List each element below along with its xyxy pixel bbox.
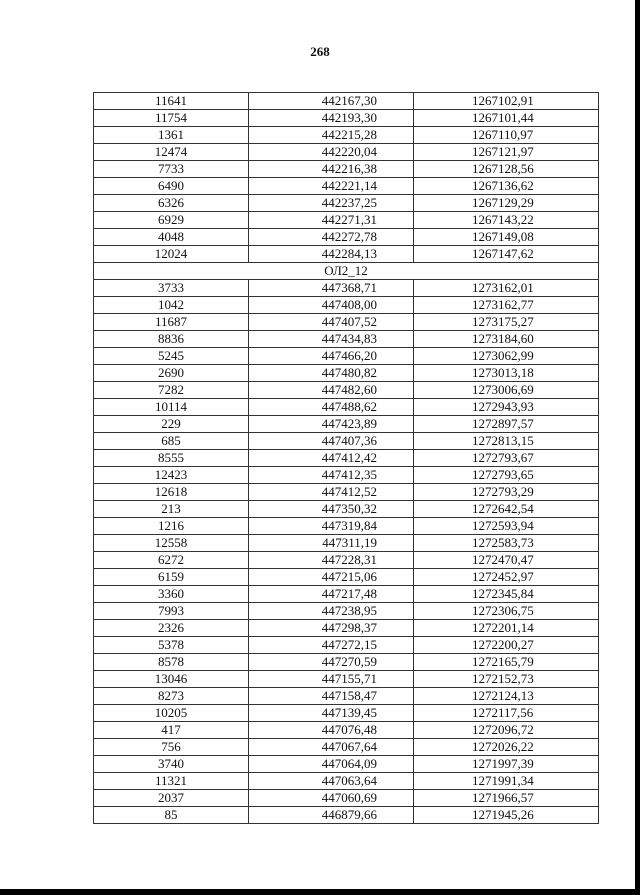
- table-row: [94, 603, 599, 620]
- table-row: [94, 110, 599, 127]
- point-number-cell: 12558: [94, 535, 249, 552]
- point-number-cell: 6326: [94, 195, 249, 212]
- x-coordinate-cell: 1272897,57: [414, 416, 599, 433]
- x-coordinate-cell: 1272306,75: [414, 603, 599, 620]
- x-coordinate-cell: 1272345,84: [414, 586, 599, 603]
- point-number-cell: 4048: [94, 229, 249, 246]
- scan-edge-bottom: [0, 889, 640, 895]
- x-coordinate-cell: 1267121,97: [414, 144, 599, 161]
- y-coordinate-cell: 447228,31: [249, 552, 414, 569]
- x-coordinate-cell: 1267129,29: [414, 195, 599, 212]
- x-coordinate-cell: 1272201,14: [414, 620, 599, 637]
- x-coordinate-cell: 1272452,97: [414, 569, 599, 586]
- point-number-cell: 1216: [94, 518, 249, 535]
- y-coordinate-cell: 442271,31: [249, 212, 414, 229]
- y-coordinate-cell: 447412,35: [249, 467, 414, 484]
- x-coordinate-cell: 1272793,67: [414, 450, 599, 467]
- point-number-cell: 685: [94, 433, 249, 450]
- x-coordinate-cell: 1273162,77: [414, 297, 599, 314]
- point-number-cell: 6929: [94, 212, 249, 229]
- y-coordinate-cell: 447482,60: [249, 382, 414, 399]
- point-number-cell: 11641: [94, 93, 249, 110]
- point-number-cell: 12024: [94, 246, 249, 263]
- y-coordinate-cell: 442284,13: [249, 246, 414, 263]
- y-coordinate-cell: 442167,30: [249, 93, 414, 110]
- table-row: [94, 416, 599, 433]
- scan-edge-right: [635, 0, 640, 895]
- table-row: [94, 739, 599, 756]
- table-row: [94, 586, 599, 603]
- y-coordinate-cell: 447412,42: [249, 450, 414, 467]
- x-coordinate-cell: 1272593,94: [414, 518, 599, 535]
- point-number-cell: 8555: [94, 450, 249, 467]
- y-coordinate-cell: 447466,20: [249, 348, 414, 365]
- point-number-cell: 3733: [94, 280, 249, 297]
- table-row: [94, 127, 599, 144]
- point-number-cell: 229: [94, 416, 249, 433]
- x-coordinate-cell: 1272583,73: [414, 535, 599, 552]
- x-coordinate-cell: 1267101,44: [414, 110, 599, 127]
- table-row: [94, 501, 599, 518]
- table-row: [94, 518, 599, 535]
- table-row: [94, 807, 599, 824]
- point-number-cell: 10205: [94, 705, 249, 722]
- x-coordinate-cell: 1273175,27: [414, 314, 599, 331]
- y-coordinate-cell: 442216,38: [249, 161, 414, 178]
- point-number-cell: 8578: [94, 654, 249, 671]
- table-row: [94, 178, 599, 195]
- point-number-cell: 2326: [94, 620, 249, 637]
- point-number-cell: 1361: [94, 127, 249, 144]
- point-number-cell: 6159: [94, 569, 249, 586]
- y-coordinate-cell: 447423,89: [249, 416, 414, 433]
- x-coordinate-cell: 1272470,47: [414, 552, 599, 569]
- y-coordinate-cell: 447270,59: [249, 654, 414, 671]
- y-coordinate-cell: 447368,71: [249, 280, 414, 297]
- y-coordinate-cell: 442272,78: [249, 229, 414, 246]
- y-coordinate-cell: 447272,15: [249, 637, 414, 654]
- x-coordinate-cell: 1271945,26: [414, 807, 599, 824]
- table-row: [94, 450, 599, 467]
- table-row: [94, 552, 599, 569]
- point-number-cell: 6272: [94, 552, 249, 569]
- x-coordinate-cell: 1273013,18: [414, 365, 599, 382]
- point-number-cell: 5378: [94, 637, 249, 654]
- point-number-cell: 7733: [94, 161, 249, 178]
- table-row: [94, 144, 599, 161]
- y-coordinate-cell: 447064,09: [249, 756, 414, 773]
- table-row: [94, 365, 599, 382]
- y-coordinate-cell: 447158,47: [249, 688, 414, 705]
- table-row: [94, 93, 599, 110]
- point-number-cell: 8836: [94, 331, 249, 348]
- y-coordinate-cell: 447060,69: [249, 790, 414, 807]
- x-coordinate-cell: 1272813,15: [414, 433, 599, 450]
- point-number-cell: 3740: [94, 756, 249, 773]
- point-number-cell: 7282: [94, 382, 249, 399]
- table-row: [94, 671, 599, 688]
- coordinates-table-body: [94, 93, 599, 824]
- point-number-cell: 417: [94, 722, 249, 739]
- y-coordinate-cell: 447407,52: [249, 314, 414, 331]
- x-coordinate-cell: 1272026,22: [414, 739, 599, 756]
- x-coordinate-cell: 1272642,54: [414, 501, 599, 518]
- x-coordinate-cell: 1272165,79: [414, 654, 599, 671]
- y-coordinate-cell: 447407,36: [249, 433, 414, 450]
- y-coordinate-cell: 447155,71: [249, 671, 414, 688]
- x-coordinate-cell: 1272096,72: [414, 722, 599, 739]
- x-coordinate-cell: 1267110,97: [414, 127, 599, 144]
- coordinates-table: [93, 92, 599, 824]
- table-row: [94, 297, 599, 314]
- x-coordinate-cell: 1272152,73: [414, 671, 599, 688]
- point-number-cell: 2037: [94, 790, 249, 807]
- point-number-cell: 10114: [94, 399, 249, 416]
- y-coordinate-cell: 447067,64: [249, 739, 414, 756]
- point-number-cell: 5245: [94, 348, 249, 365]
- x-coordinate-cell: 1267136,62: [414, 178, 599, 195]
- x-coordinate-cell: 1271997,39: [414, 756, 599, 773]
- y-coordinate-cell: 447311,19: [249, 535, 414, 552]
- x-coordinate-cell: 1273184,60: [414, 331, 599, 348]
- y-coordinate-cell: 447488,62: [249, 399, 414, 416]
- y-coordinate-cell: 447139,45: [249, 705, 414, 722]
- table-row: [94, 212, 599, 229]
- table-row: [94, 195, 599, 212]
- point-number-cell: 7993: [94, 603, 249, 620]
- x-coordinate-cell: 1272793,29: [414, 484, 599, 501]
- point-number-cell: 85: [94, 807, 249, 824]
- point-number-cell: 12474: [94, 144, 249, 161]
- x-coordinate-cell: 1267102,91: [414, 93, 599, 110]
- x-coordinate-cell: 1272200,27: [414, 637, 599, 654]
- point-number-cell: 2690: [94, 365, 249, 382]
- x-coordinate-cell: 1273006,69: [414, 382, 599, 399]
- x-coordinate-cell: 1267149,08: [414, 229, 599, 246]
- table-row: [94, 348, 599, 365]
- point-number-cell: 1042: [94, 297, 249, 314]
- x-coordinate-cell: 1272117,56: [414, 705, 599, 722]
- table-row: [94, 433, 599, 450]
- section-header-row: [94, 263, 599, 280]
- x-coordinate-cell: 1272124,13: [414, 688, 599, 705]
- point-number-cell: 11321: [94, 773, 249, 790]
- point-number-cell: 11687: [94, 314, 249, 331]
- table-row: [94, 705, 599, 722]
- page-number: 268: [310, 44, 330, 59]
- y-coordinate-cell: 447412,52: [249, 484, 414, 501]
- point-number-cell: 12423: [94, 467, 249, 484]
- y-coordinate-cell: 447319,84: [249, 518, 414, 535]
- x-coordinate-cell: 1267147,62: [414, 246, 599, 263]
- table-row: [94, 229, 599, 246]
- table-row: [94, 773, 599, 790]
- point-number-cell: 756: [94, 739, 249, 756]
- table-row: [94, 280, 599, 297]
- table-row: [94, 722, 599, 739]
- table-row: [94, 620, 599, 637]
- y-coordinate-cell: 442221,14: [249, 178, 414, 195]
- y-coordinate-cell: 442193,30: [249, 110, 414, 127]
- point-number-cell: 11754: [94, 110, 249, 127]
- table-row: [94, 654, 599, 671]
- x-coordinate-cell: 1267143,22: [414, 212, 599, 229]
- table-row: [94, 569, 599, 586]
- y-coordinate-cell: 442215,28: [249, 127, 414, 144]
- table-row: [94, 637, 599, 654]
- y-coordinate-cell: 442220,04: [249, 144, 414, 161]
- point-number-cell: 12618: [94, 484, 249, 501]
- x-coordinate-cell: 1271966,57: [414, 790, 599, 807]
- x-coordinate-cell: 1271991,34: [414, 773, 599, 790]
- x-coordinate-cell: 1267128,56: [414, 161, 599, 178]
- y-coordinate-cell: 447480,82: [249, 365, 414, 382]
- x-coordinate-cell: 1273162,01: [414, 280, 599, 297]
- x-coordinate-cell: 1272943,93: [414, 399, 599, 416]
- y-coordinate-cell: 447076,48: [249, 722, 414, 739]
- y-coordinate-cell: 447063,64: [249, 773, 414, 790]
- table-row: [94, 382, 599, 399]
- y-coordinate-cell: 447434,83: [249, 331, 414, 348]
- table-row: [94, 756, 599, 773]
- point-number-cell: 213: [94, 501, 249, 518]
- y-coordinate-cell: 447298,37: [249, 620, 414, 637]
- table-row: [94, 314, 599, 331]
- x-coordinate-cell: 1273062,99: [414, 348, 599, 365]
- y-coordinate-cell: 442237,25: [249, 195, 414, 212]
- y-coordinate-cell: 446879,66: [249, 807, 414, 824]
- y-coordinate-cell: 447217,48: [249, 586, 414, 603]
- point-number-cell: 3360: [94, 586, 249, 603]
- table-row: [94, 161, 599, 178]
- table-row: [94, 790, 599, 807]
- table-row: [94, 535, 599, 552]
- section-title: ОЛ2_12: [94, 263, 599, 280]
- table-row: [94, 399, 599, 416]
- point-number-cell: 13046: [94, 671, 249, 688]
- table-row: [94, 688, 599, 705]
- point-number-cell: 6490: [94, 178, 249, 195]
- y-coordinate-cell: 447238,95: [249, 603, 414, 620]
- table-row: [94, 331, 599, 348]
- point-number-cell: 8273: [94, 688, 249, 705]
- table-row: [94, 467, 599, 484]
- table-row: [94, 484, 599, 501]
- y-coordinate-cell: 447215,06: [249, 569, 414, 586]
- x-coordinate-cell: 1272793,65: [414, 467, 599, 484]
- y-coordinate-cell: 447408,00: [249, 297, 414, 314]
- table-row: [94, 246, 599, 263]
- y-coordinate-cell: 447350,32: [249, 501, 414, 518]
